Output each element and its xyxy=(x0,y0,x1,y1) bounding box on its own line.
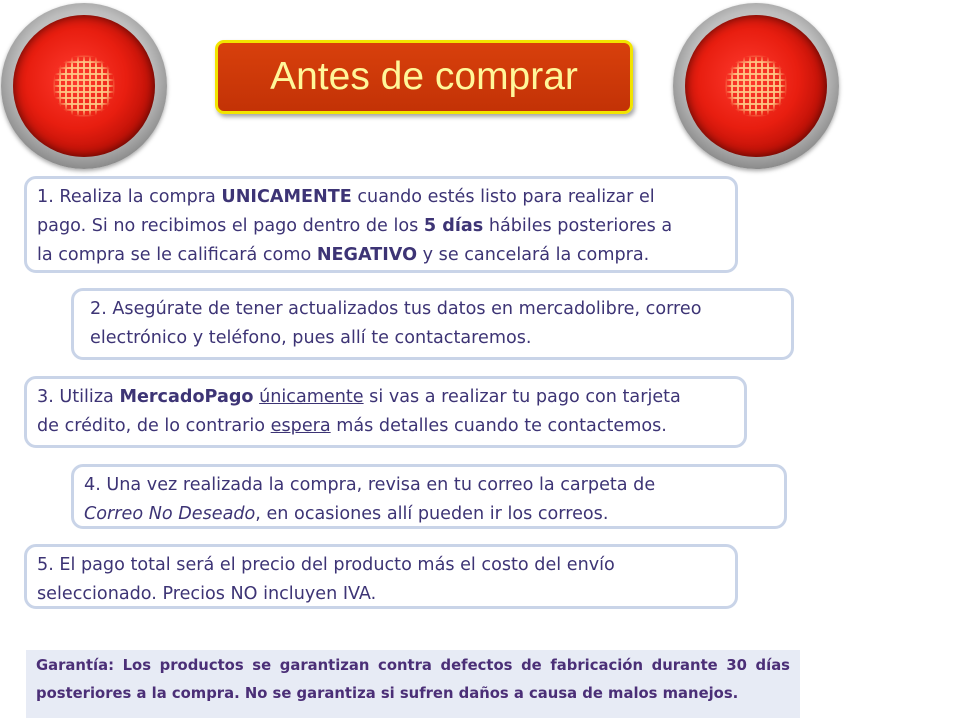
red-light-icon xyxy=(1,3,167,169)
instruction-1-line-3: la compra se le calificará como NEGATIVO y se cancelará la compra. xyxy=(37,245,650,265)
instruction-1-line-2: pago. Si no recibimos el pago dentro de los 5 días hábiles posteriores a xyxy=(37,216,673,236)
guarantee-note xyxy=(26,650,800,718)
instruction-3-line-1: 3. Utiliza MercadoPago únicamente si vas a realizar tu pago con tarjeta xyxy=(37,387,681,407)
instruction-1-line-1: 1. Realiza la compra UNICAMENTE cuando estés listo para realizar el xyxy=(37,187,655,207)
instruction-5-line-2: seleccionado. Precios NO incluyen IVA. xyxy=(37,584,377,604)
instruction-box-3 xyxy=(24,376,747,448)
instruction-box-2 xyxy=(71,288,794,360)
instruction-box-5 xyxy=(24,544,738,609)
instruction-3-line-2: de crédito, de lo contrario espera más detalles cuando te contactemos. xyxy=(37,416,667,436)
instruction-2-line-1: 2. Asegúrate de tener actualizados tus datos en mercadolibre, correo xyxy=(90,299,702,319)
instruction-2-line-2: electrónico y teléfono, pues allí te contactaremos. xyxy=(90,328,532,348)
instruction-4-line-2: Correo No Deseado, en ocasiones allí pueden ir los correos. xyxy=(84,504,609,524)
instruction-4-line-1: 4. Una vez realizada la compra, revisa en tu correo la carpeta de xyxy=(84,475,656,495)
page-title: Antes de comprar xyxy=(215,40,633,114)
guarantee-line-1: Garantía: Los productos se garantizan contra defectos de fabricación durante 30 días xyxy=(36,657,790,674)
instruction-5-line-1: 5. El pago total será el precio del producto más el costo del envío xyxy=(37,555,615,575)
guarantee-line-2: posteriores a la compra. No se garantiza si sufren daños a causa de malos manejos. xyxy=(36,685,739,702)
instruction-box-1 xyxy=(24,176,738,273)
instruction-box-4 xyxy=(71,464,787,529)
red-light-icon xyxy=(673,3,839,169)
